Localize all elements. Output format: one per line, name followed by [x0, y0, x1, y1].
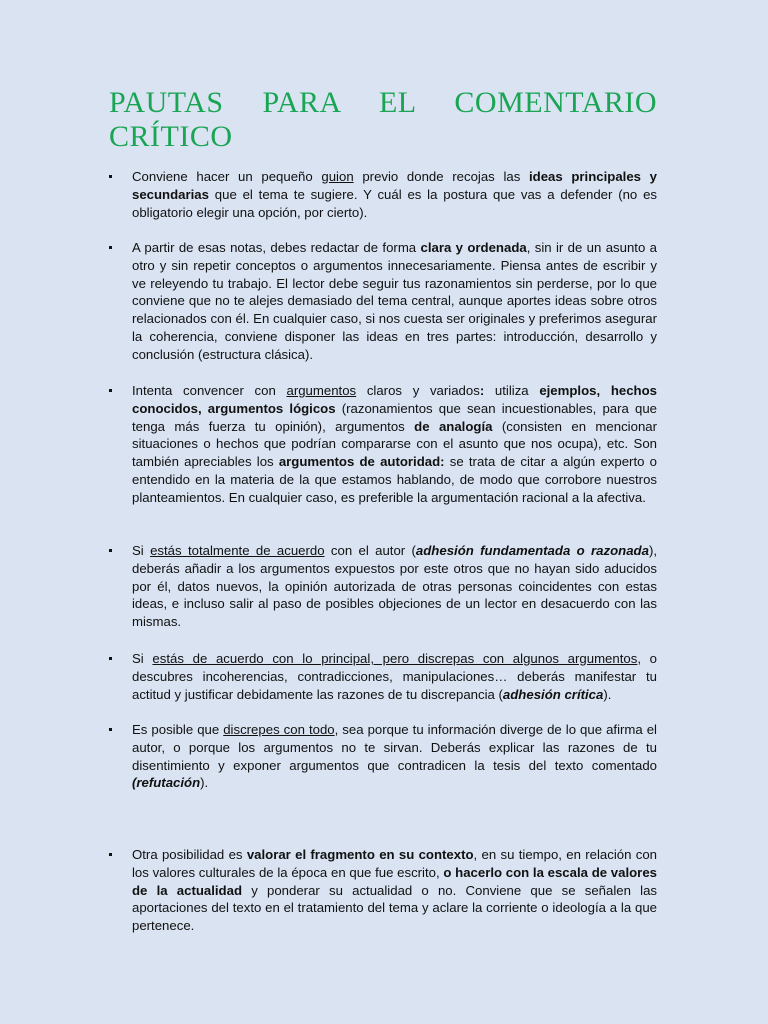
bullet-icon	[109, 549, 112, 552]
underlined-text: estás totalmente de acuerdo	[150, 543, 325, 558]
text-run: ), deberás añadir a los argumentos expuestos por este otros que no hayan sido aducidos por él, datos nuevos, la opinión autorizada de otras personas coincidentes con estas ideas, e incluso salir al paso de posibles objeciones de un lector en desacuerdo con las mismas.	[132, 543, 657, 630]
bold-text: clara y ordenada	[420, 240, 527, 255]
text-run: Si	[132, 543, 151, 558]
text-run: que el tema te sugiere. Y cuál es la postura que vas a defender (no es obligatorio elegir una opción, por cierto).	[132, 186, 657, 220]
list-item	[109, 168, 657, 221]
list-item-text	[132, 846, 657, 935]
text-run: claros y variados	[356, 383, 480, 398]
list-item-text	[132, 382, 657, 507]
bold-text: ideas principales y secundarias	[132, 169, 658, 202]
list-item-text	[132, 721, 657, 792]
bold-text: o hacerlo con la escala de valores de la actualidad	[132, 864, 657, 898]
bold-text: adhesión crítica	[502, 686, 604, 702]
list-item	[109, 239, 657, 364]
list-item-text	[132, 650, 657, 703]
text-run: previo donde recojas las	[353, 169, 529, 184]
list-item	[109, 382, 657, 507]
bullet-icon	[109, 389, 112, 392]
bullet-icon	[109, 246, 112, 249]
underlined-text: estás de acuerdo con lo principal, pero discrepas con algunos argumentos	[152, 651, 638, 666]
text-run: , en su tiempo, en relación con los valores culturales de la época en que fue escrito,	[132, 847, 657, 880]
bold-text: (refutación	[132, 775, 201, 791]
text-run: (razonamientos que sean incuestionables, para que tenga más fuerza tu opinión), argumentos	[132, 400, 657, 434]
text-run: Si	[132, 651, 153, 666]
text-run: A partir de esas notas, debes redactar de forma	[132, 240, 421, 255]
list-item	[109, 650, 657, 703]
text-run: ).	[603, 686, 612, 702]
underlined-text: discrepes con todo	[223, 722, 335, 737]
text-run: Otra posibilidad es	[132, 847, 247, 862]
list-item-text	[132, 168, 657, 221]
list-item-text	[132, 542, 657, 631]
text-run: , sin ir de un asunto a otro y sin repetir conceptos o argumentos innecesariamente. Piensa antes de escribir y ve releyendo tu trabajo. El lector debe seguir tus razonamientos sin perderse, por lo que conviene que no te alejes demasiado del tema central, aunque aportes ideas sobre otros relacionados con él. En cualquier caso, si nos cuesta ser originales y preferimos asegurar la coherencia, conviene disponer las ideas en tres partes: introducción, desarrollo y conclusión (estructura clásica).	[132, 240, 657, 362]
bullet-icon	[109, 728, 112, 731]
text-run: y ponderar su actualidad o no. Conviene que se señalen las aportaciones del texto en el tratamiento del tema y aclare la corriente o ideología a la que pertenece.	[132, 882, 657, 934]
text-run: se trata de citar a algún experto o entendido en la materia de la que estamos hablando, de modo que corrobore nuestros planteamientos. En cualquier caso, es preferible la argumentación racional a la afectiva.	[132, 454, 657, 505]
text-run: ).	[200, 775, 209, 791]
bold-text: adhesión fundamentada o razonada	[415, 543, 649, 558]
text-run: con el autor (	[324, 543, 416, 558]
list-item	[109, 542, 657, 631]
text-run: utiliza	[484, 383, 540, 398]
list-item-text	[132, 239, 657, 364]
title-line-2: CRÍTICO	[109, 120, 233, 153]
underlined-text: guion	[321, 169, 354, 184]
bold-text: ejemplos, hechos conocidos, argumentos lógicos	[132, 383, 657, 416]
bold-text: de analogía	[414, 418, 493, 434]
bold-text: :	[479, 383, 485, 398]
text-run: Intenta convencer con	[132, 383, 287, 398]
list-item	[109, 721, 657, 792]
title-line-1: PAUTAS PARA EL COMENTARIO	[109, 86, 657, 119]
text-run: , o descubres incoherencias, contradicciones, manipulaciones… deberás manifestar tu actitud y justificar debidamente las razones de tu discrepancia (	[132, 651, 658, 702]
bullet-icon	[109, 657, 112, 660]
bold-text: valorar el fragmento en su contexto	[246, 847, 474, 862]
text-run: (consisten en mencionar situaciones o hechos que podrían compararse con el asunto que nos ocupa), etc. Son también apreciables los	[132, 418, 657, 470]
bullet-icon	[109, 853, 112, 856]
text-run: Es posible que	[132, 722, 224, 737]
underlined-text: argumentos	[286, 383, 357, 398]
bullet-icon	[109, 175, 112, 178]
list-item	[109, 846, 657, 935]
bold-text: argumentos de autoridad:	[278, 454, 445, 470]
text-run: , sea porque tu información diverge de lo que afirma el autor, o porque los argumentos no te sirvan. Deberás explicar las razones de tu disentimiento y exponer argumentos que contradicen la tesis del texto comentado	[132, 722, 657, 773]
text-run: Conviene hacer un pequeño	[132, 169, 322, 184]
page-title	[109, 86, 657, 154]
